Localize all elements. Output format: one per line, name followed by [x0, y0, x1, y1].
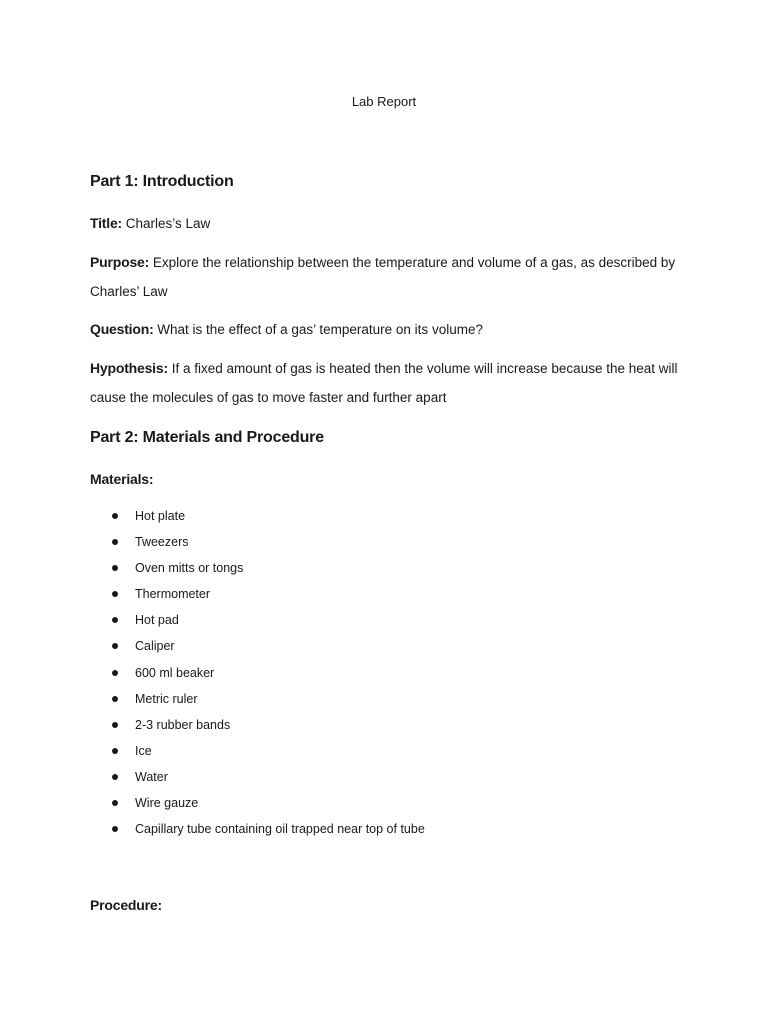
list-item [110, 506, 425, 532]
part2-heading: Part 2: Materials and Procedure [90, 429, 324, 446]
question-label: Question: [90, 321, 154, 337]
material-text: Thermometer [135, 587, 211, 602]
bullet-icon [112, 591, 118, 597]
list-item [110, 584, 425, 610]
purpose-label: Purpose: [90, 254, 150, 270]
purpose-paragraph [90, 248, 680, 306]
list-item [110, 663, 425, 689]
question-paragraph [90, 315, 680, 345]
list-item [110, 636, 425, 662]
list-item [110, 793, 425, 819]
list-item [110, 715, 425, 741]
material-text: 600 ml beaker [135, 665, 215, 680]
bullet-icon [112, 800, 118, 806]
material-text: Hot plate [135, 509, 186, 523]
bullet-icon [112, 748, 118, 754]
list-item [110, 689, 425, 715]
list-item [110, 741, 425, 767]
list-item [110, 767, 425, 793]
bullet-icon [112, 826, 118, 832]
hypothesis-label: Hypothesis: [90, 360, 168, 376]
materials-list [110, 506, 425, 845]
purpose-value: Explore the relationship between the temperature and volume of a gas, as described by Charles’ Law [90, 255, 676, 299]
material-text: Ice [135, 743, 152, 758]
bullet-icon [112, 513, 118, 519]
material-text: Tweezers [135, 535, 189, 550]
list-item [110, 610, 425, 636]
question-value: What is the effect of a gas’ temperature on its volume? [157, 322, 483, 337]
material-text: Water [135, 769, 168, 784]
procedure-label: Procedure: [90, 897, 162, 913]
title-paragraph [90, 209, 680, 239]
bullet-icon [112, 696, 118, 702]
material-text: Oven mitts or tongs [135, 561, 244, 576]
list-item [110, 558, 425, 584]
material-text: Capillary tube containing oil trapped near top of tube [135, 822, 425, 837]
bullet-icon [112, 722, 118, 728]
bullet-icon [112, 565, 118, 571]
hypothesis-value: If a fixed amount of gas is heated then the volume will increase because the heat will cause the molecules of gas to move faster and further apart [90, 361, 678, 405]
bullet-icon [112, 617, 118, 623]
bullet-icon [112, 670, 118, 676]
document-title: Lab Report [351, 94, 417, 109]
bullet-icon [112, 539, 118, 545]
material-text: Wire gauze [135, 796, 199, 811]
material-text: Caliper [135, 639, 175, 654]
list-item [110, 819, 425, 845]
materials-label: Materials: [90, 471, 154, 487]
material-text: 2-3 rubber bands [135, 717, 231, 732]
material-text: Hot pad [135, 613, 179, 628]
hypothesis-paragraph [90, 354, 680, 412]
bullet-icon [112, 643, 118, 649]
bullet-icon [112, 774, 118, 780]
title-label: Title: [90, 215, 122, 231]
material-text: Metric ruler [135, 691, 198, 706]
list-item [110, 532, 425, 558]
part1-heading: Part 1: Introduction [90, 173, 234, 190]
title-value: Charles’s Law [125, 216, 211, 231]
